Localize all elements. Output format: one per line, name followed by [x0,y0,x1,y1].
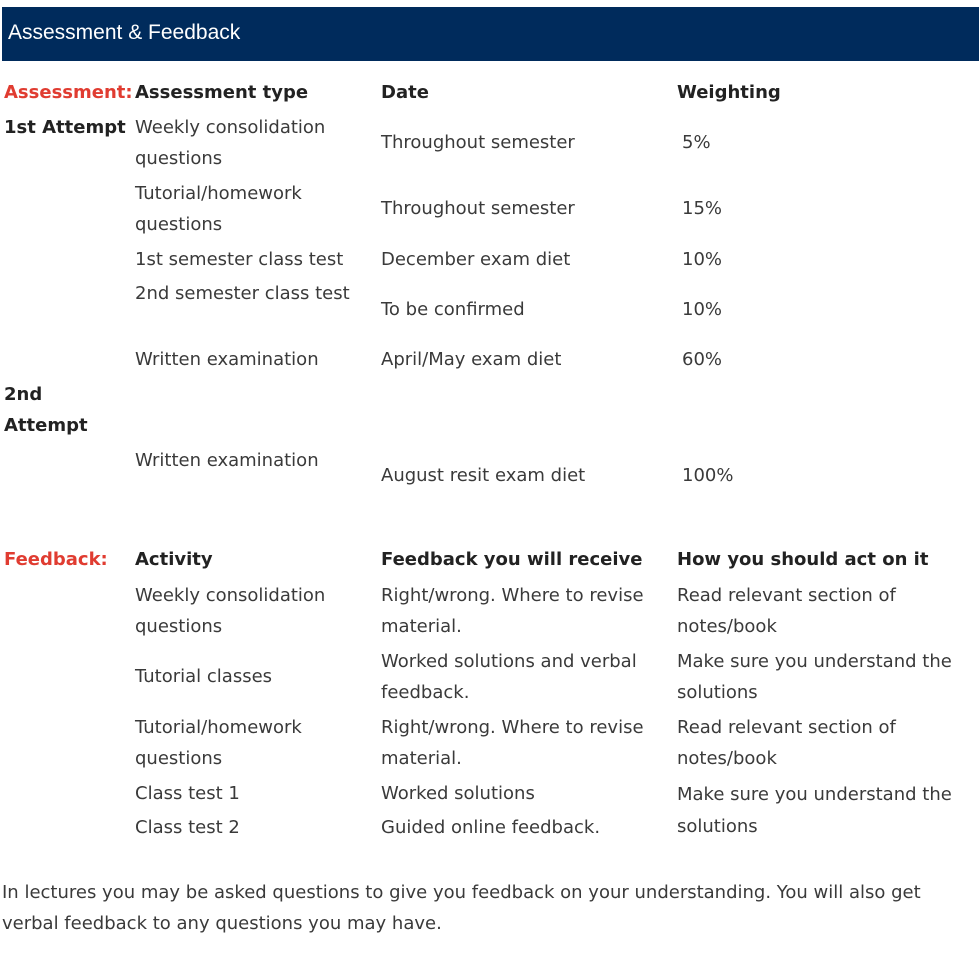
col-header-action: How you should act on it [677,549,929,570]
feedback-cell: Right/wrong. Where to revise [381,717,644,738]
action-cell: Read relevant section of [677,585,896,606]
assessment-date-cell: April/May exam diet [381,349,562,370]
assessment-weighting-cell: 60% [682,349,723,370]
activity-cell: Class test 1 [135,783,240,804]
action-cell: solutions [677,682,758,703]
assessment-label: Assessment: [4,82,133,103]
second-attempt-label: Attempt [4,415,88,436]
col-header-assessment-type: Assessment type [135,82,309,103]
assessment-date-cell: August resit exam diet [381,465,586,486]
feedback-cell: Guided online feedback. [381,817,601,838]
action-cell: Make sure you understand the [677,784,952,805]
assessment-weighting-cell: 100% [682,465,734,486]
activity-cell: questions [135,616,223,637]
feedback-cell: Worked solutions and verbal [381,651,637,672]
activity-cell: Weekly consolidation [135,585,326,606]
assessment-weighting-cell: 10% [682,249,723,270]
assessment-weighting-cell: 5% [682,132,711,153]
feedback-cell: material. [381,748,462,769]
feedback-label: Feedback: [4,549,108,570]
footer-note-line: verbal feedback to any questions you may have. [2,913,442,934]
action-cell: notes/book [677,748,777,769]
feedback-cell: feedback. [381,682,470,703]
assessment-type-cell: questions [135,148,223,169]
assessment-weighting-cell: 10% [682,299,723,320]
feedback-cell: Worked solutions [381,783,535,804]
second-attempt-label: 2nd [4,384,43,405]
activity-cell: Tutorial classes [135,666,273,687]
col-header-activity: Activity [135,549,213,570]
col-header-weighting: Weighting [677,82,781,103]
action-cell: notes/book [677,616,777,637]
assessment-weighting-cell: 15% [682,198,723,219]
assessment-type-cell: 2nd semester class test [135,283,350,304]
col-header-feedback: Feedback you will receive [381,549,643,570]
assessment-date-cell: Throughout semester [381,198,575,219]
activity-cell: Class test 2 [135,817,240,838]
assessment-type-cell: Written examination [135,450,319,471]
assessment-type-cell: 1st semester class test [135,249,344,270]
action-cell: Make sure you understand the [677,651,952,672]
first-attempt-label: 1st Attempt [4,117,126,138]
feedback-cell: material. [381,616,462,637]
action-cell: Read relevant section of [677,717,896,738]
activity-cell: questions [135,748,223,769]
assessment-type-cell: Weekly consolidation [135,117,326,138]
feedback-cell: Right/wrong. Where to revise [381,585,644,606]
assessment-date-cell: Throughout semester [381,132,575,153]
assessment-date-cell: December exam diet [381,249,571,270]
col-header-date: Date [381,82,429,103]
assessment-type-cell: Tutorial/homework [135,183,302,204]
action-cell: solutions [677,816,758,837]
assessment-type-cell: questions [135,214,223,235]
section-title: Assessment & Feedback [8,21,241,44]
assessment-type-cell: Written examination [135,349,319,370]
activity-cell: Tutorial/homework [135,717,302,738]
assessment-date-cell: To be confirmed [381,299,525,320]
footer-note-line: In lectures you may be asked questions to give you feedback on your understanding. You will also get [2,882,921,903]
